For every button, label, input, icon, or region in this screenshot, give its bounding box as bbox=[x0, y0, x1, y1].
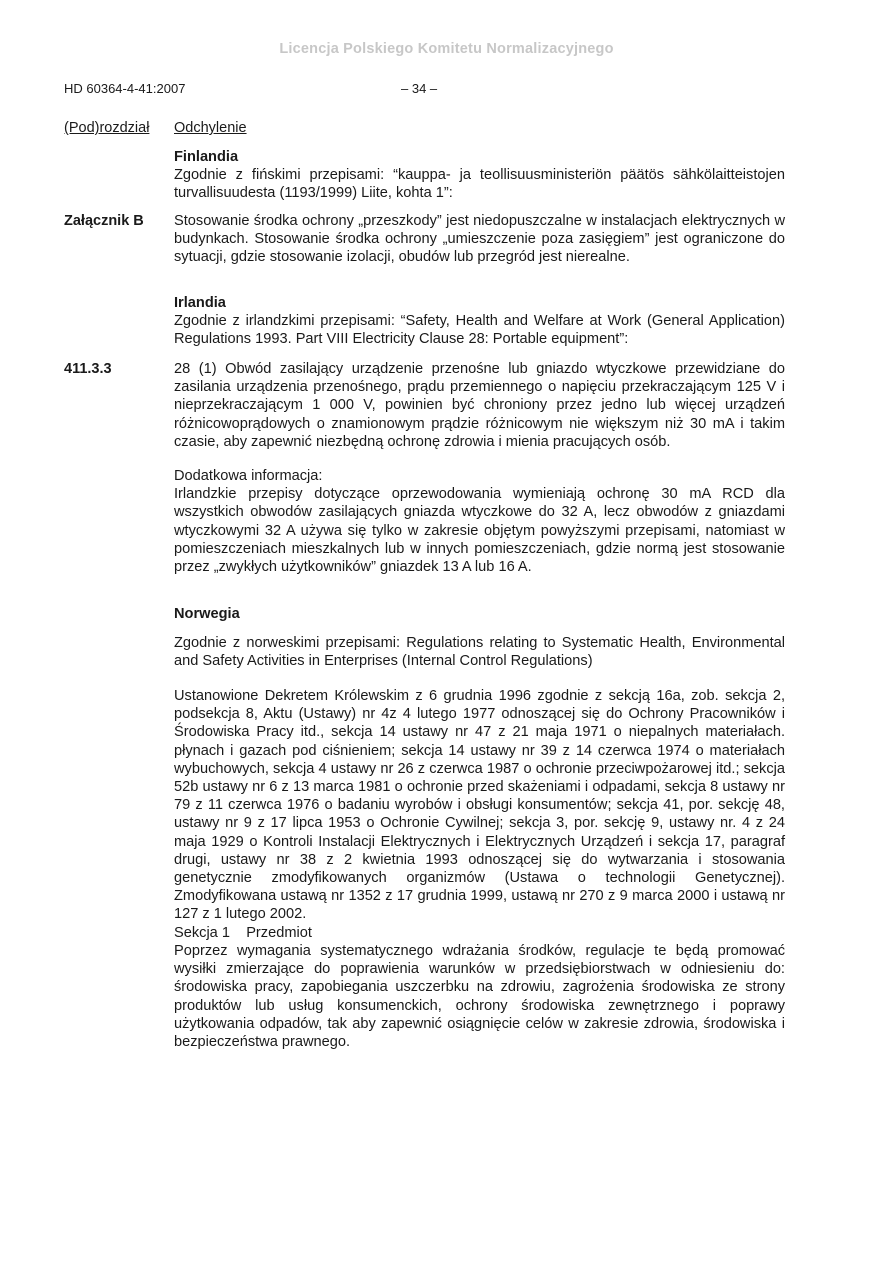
finland-deviation-text: Stosowanie środka ochrony „przeszkody” jest niedopuszczalne w instalacjach elektrycznych w budynkach. Stosowanie środka ochrony „umieszczenie poza zasięgiem” jest ograniczone do sytuacji, gdzie stosowanie izolacji, obudów lub przegród jest nierealne. bbox=[174, 213, 785, 266]
additional-info-text: Irlandzkie przepisy dotyczące oprzewodowania wymieniają ochronę 30 mA RCD dla wszystkich obwodów zasilających gniazda wtyczkowe do 32 A, lecz obwodów z gniazdami wtyczkowymi 32 A używa się tylko w zakresie objętym powyższymi przepisami, natomiast w pomieszczeniach mieszkalnych lub w innych pomieszczeniach, gdzie normą jest stosowanie przez „zwykłych użytkowników” gniazdek 13 A lub 16 A. bbox=[174, 486, 785, 576]
column-header-deviation: Odchylenie bbox=[174, 120, 247, 136]
finland-intro-block bbox=[174, 148, 785, 203]
ireland-deviation-text: 28 (1) Obwód zasilający urządzenie przenośne lub gniazdo wtyczkowe przewidziane do zasilania urządzenia przenośnego, prądu przemiennego o napięciu przekraczającym 125 V i nieprzekraczającym 1 000 V, powinien być chroniony przez jedno lub więcej urządzeń różnicowoprądowych o znamionowym prądzie różnicowym nie większym niż 30 mA i takim czasie, aby zapewnić niezbędną ochronę zdrowia i mienia pracujących osób. bbox=[174, 361, 785, 450]
section-label-annex-b: Załącznik B bbox=[64, 213, 144, 229]
ireland-intro-block bbox=[174, 294, 785, 349]
country-heading-finland: Finlandia bbox=[174, 149, 239, 165]
document-id: HD 60364-4-41:2007 bbox=[64, 81, 186, 96]
page-number: – 34 – bbox=[401, 81, 438, 96]
column-header-section: (Pod)rozdział bbox=[64, 120, 150, 136]
ireland-additional-info bbox=[174, 467, 785, 576]
norway-section-heading: Sekcja 1 Przedmiot bbox=[174, 925, 312, 941]
finland-intro-text: Zgodnie z fińskimi przepisami: “kauppa- ja teollisuusministeriön päätös sähkölaitteistojen turvallisuudesta (1193/1999) Liite, kohta 1”: bbox=[174, 167, 785, 202]
watermark: Licencja Polskiego Komitetu Normalizacyjnego bbox=[279, 41, 614, 57]
norway-intro-text: Zgodnie z norweskimi przepisami: Regulations relating to Systematic Health, Environmental and Safety Activities in Enterprises (Internal Control Regulations) bbox=[174, 635, 785, 670]
section-label-411-3-3: 411.3.3 bbox=[64, 361, 112, 377]
country-heading-norway: Norwegia bbox=[174, 606, 240, 622]
country-heading-ireland: Irlandia bbox=[174, 295, 226, 311]
ireland-intro-text: Zgodnie z irlandzkimi przepisami: “Safety, Health and Welfare at Work (General Application) Regulations 1993. Part VIII Electricity Clause 28: Portable equipment”: bbox=[174, 313, 785, 348]
norway-decree-text: Ustanowione Dekretem Królewskim z 6 grudnia 1996 zgodnie z sekcją 16a, zob. sekcja 2, podsekcja 8, Aktu (Ustawy) nr 4z 4 lutego 1977 odnoszącej się do Ochrony Pracowników i Środowiska Pracy itd., sekcja 14 ustawy nr 47 z 21 maja 1971 o niepalnych materiałach. płynach i gazach pod ciśnieniem; sekcja 14 ustawy nr 39 z 14 czerwca 1974 o materiałach wybuchowych, sekcja 4 ustawy nr 26 z czerwca 1987 o ochronie przeciwpożarowej itd.; sekcja 52b ustawy nr 6 z 13 marca 1981 o ochronie przed skażeniami i odpadami, sekcja 8 ustawy nr 79 z 11 czerwca 1976 o badaniu wyrobów i obsługi konsumentów; sekcja 41, por. sekcję 48, ustawy nr 9 z 17 lipca 1953 o Ochronie Cywilnej; sekcja 3, por. sekcję 9, ustawy nr. 4 z 24 maja 1929 o Kontroli Instalacji Elektrycznych i Elektrycznych Urządzeń i sekcja 17, paragraf drugi, ustawy nr 38 z 2 kwietnia 1993 odnoszącej się do wytwarzania i stosowania genetycznie zmodyfikowanych organizmów (Ustawa o technologii Genetycznej). Zmodyfikowana ustawą nr 1352 z 17 grudnia 1999, ustawą nr 270 z 9 marca 2000 i ustawą nr 127 z 1 lutego 2002. bbox=[174, 688, 785, 923]
norway-section-text: Poprzez wymagania systematycznego wdrażania środków, regulacje te będą promować wysiłki zmierzające do poprawienia warunków w przedsiębiorstwach w odniesieniu do: środowiska pracy, zapobiegania uszczerbku na zdrowiu, zagrożenia środowiska ze strony produktów lub usług konsumenckich, ochrony środowiska zewnętrznego i poprawy użytkowania odpadów, tak aby zapewnić osiągnięcie celów w zakresie zdrowia, środowiska i bezpieczeństwa prawnego. bbox=[174, 943, 785, 1051]
additional-info-heading: Dodatkowa informacja: bbox=[174, 468, 323, 484]
